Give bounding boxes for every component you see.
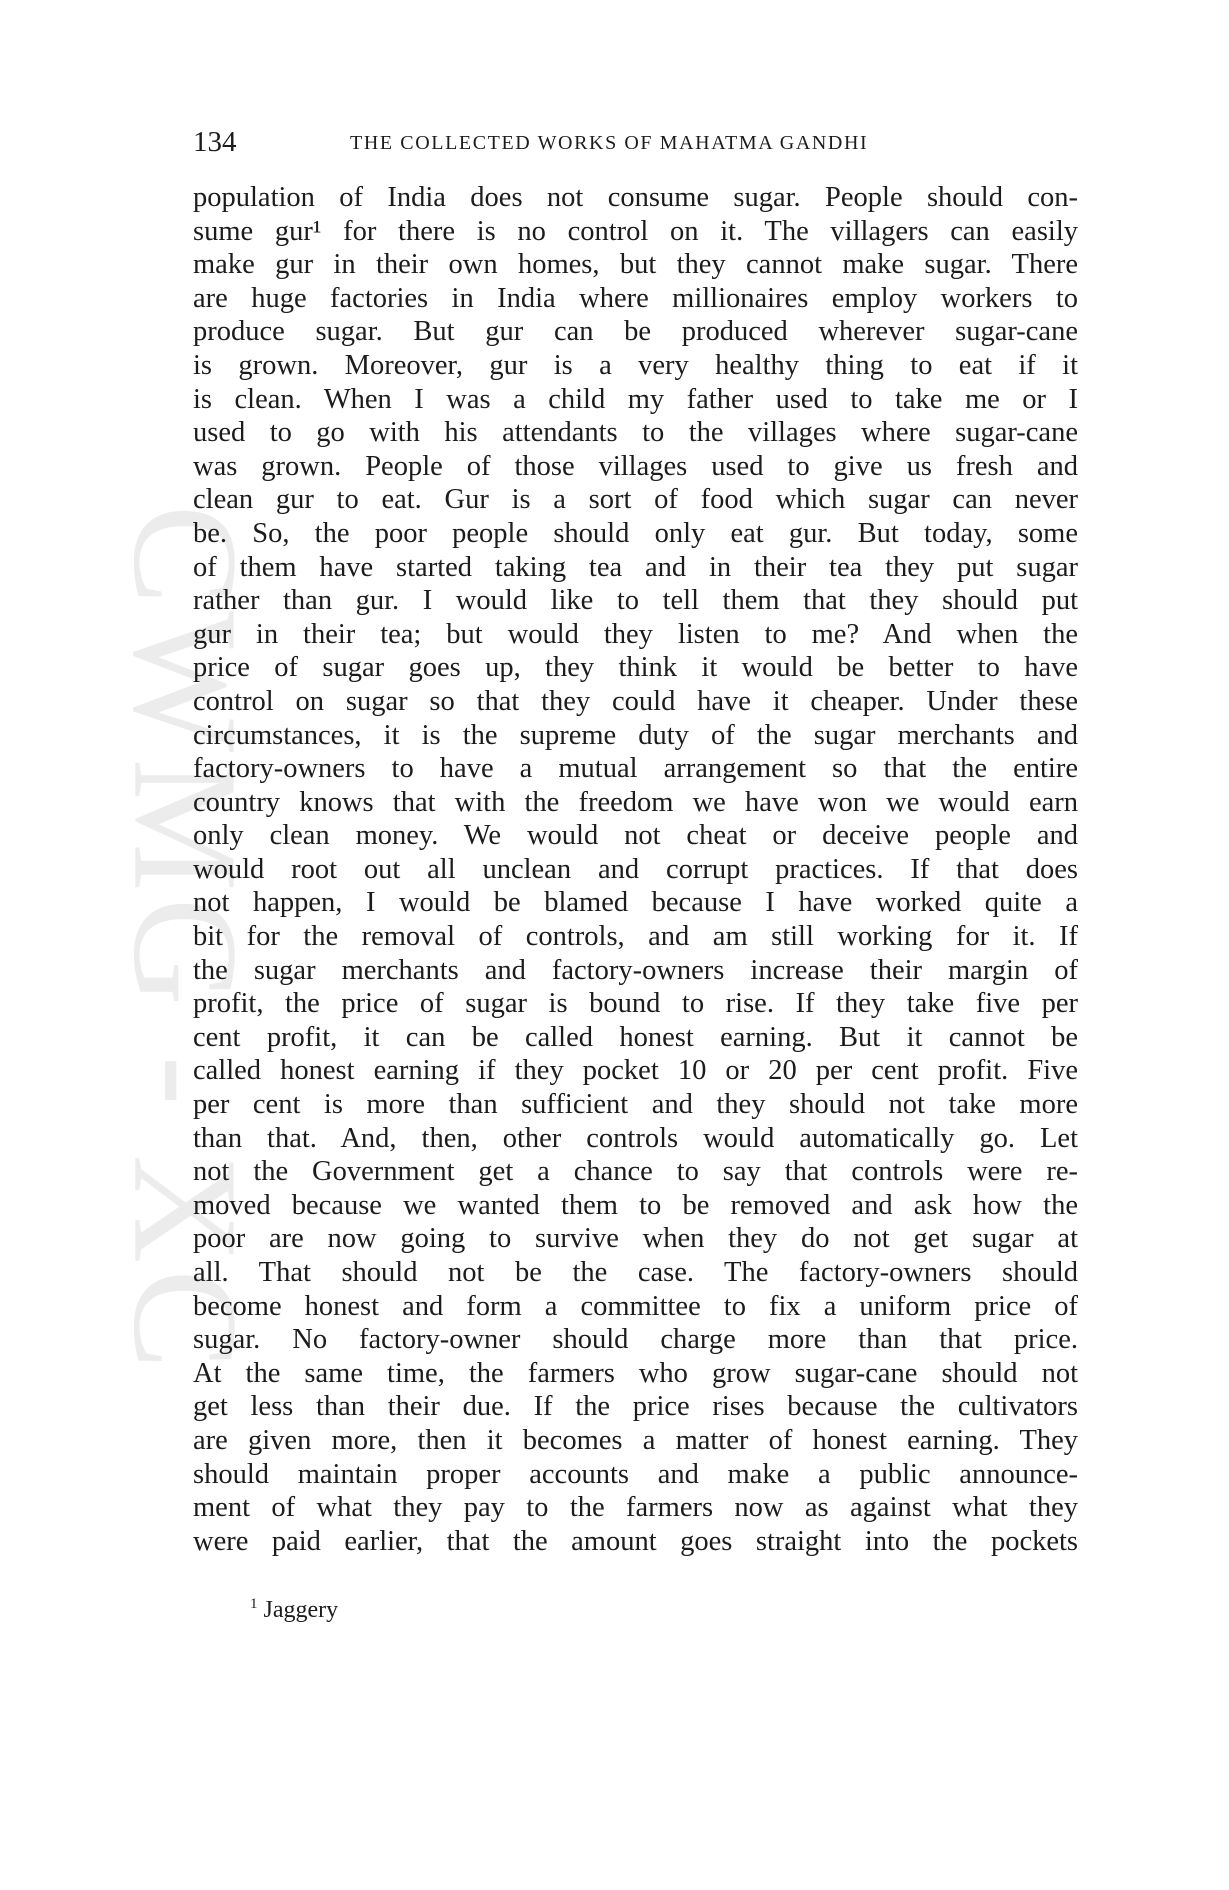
text-line: circumstances, it is the supreme duty of the sugar merchants and <box>193 719 1078 751</box>
text-line: used to go with his attendants to the villages where sugar-cane <box>193 417 1078 449</box>
text-line: clean gur to eat. Gur is a sort of food which sugar can never <box>193 484 1078 516</box>
text-line: moved because we wanted them to be removed and ask how the <box>193 1189 1078 1221</box>
text-line: ment of what they pay to the farmers now as against what they <box>193 1492 1078 1524</box>
text-line: At the same time, the farmers who grow sugar-cane should not <box>193 1357 1078 1389</box>
text-line: was grown. People of those villages used to give us fresh and <box>193 450 1078 482</box>
body-text <box>193 181 1078 1558</box>
text-line: not the Government get a chance to say that controls were re- <box>193 1156 1078 1188</box>
footnote-marker: 1 <box>250 1596 258 1612</box>
text-line: become honest and form a committee to fix a uniform price of <box>193 1290 1078 1322</box>
text-line: are given more, then it becomes a matter of honest earning. They <box>193 1424 1078 1456</box>
running-title: THE COLLECTED WORKS OF MAHATMA GANDHI <box>350 132 869 154</box>
text-line: bit for the removal of controls, and am still working for it. If <box>193 921 1078 953</box>
text-line: are huge factories in India where millionaires employ workers to <box>193 282 1078 314</box>
text-line: poor are now going to survive when they do not get sugar at <box>193 1223 1078 1255</box>
footnote <box>250 1596 338 1624</box>
text-line: gur in their tea; but would they listen to me? And when the <box>193 618 1078 650</box>
text-line: control on sugar so that they could have it cheaper. Under these <box>193 685 1078 717</box>
text-line: factory-owners to have a mutual arrangement so that the entire <box>193 753 1078 785</box>
text-line: country knows that with the freedom we have won we would earn <box>193 786 1078 818</box>
text-line: per cent is more than sufficient and they should not take more <box>193 1089 1078 1121</box>
text-line: population of India does not consume sugar. People should con- <box>193 182 1078 213</box>
text-line: should maintain proper accounts and make a public announce- <box>193 1458 1078 1490</box>
text-line: of them have started taking tea and in their tea they put sugar <box>193 551 1078 583</box>
text-line: sume gur¹ for there is no control on it. The villagers can easily <box>193 215 1078 247</box>
text-line: is clean. When I was a child my father used to take me or I <box>193 383 1078 415</box>
text-line: price of sugar goes up, they think it would be better to have <box>193 652 1078 684</box>
text-line: get less than their due. If the price rises because the cultivators <box>193 1391 1078 1423</box>
text-line: produce sugar. But gur can be produced wherever sugar-cane <box>193 316 1078 348</box>
text-line: not happen, I would be blamed because I have worked quite a <box>193 887 1078 919</box>
page-header <box>193 126 1078 166</box>
text-line: is grown. Moreover, gur is a very healthy thing to eat if it <box>193 349 1078 381</box>
text-line: only clean money. We would not cheat or deceive people and <box>193 820 1078 852</box>
text-line: cent profit, it can be called honest earning. But it cannot be <box>193 1021 1078 1053</box>
text-line: rather than gur. I would like to tell them that they should put <box>193 585 1078 617</box>
text-line: make gur in their own homes, but they cannot make sugar. There <box>193 249 1078 281</box>
text-line: would root out all unclean and corrupt practices. If that does <box>193 853 1078 885</box>
text-line: all. That should not be the case. The factory-owners should <box>193 1257 1078 1288</box>
text-line: profit, the price of sugar is bound to rise. If they take five per <box>193 988 1078 1020</box>
page-number: 134 <box>193 126 237 158</box>
text-line: than that. And, then, other controls would automatically go. Let <box>193 1122 1078 1154</box>
text-line: sugar. No factory-owner should charge more than that price. <box>193 1324 1078 1356</box>
text-line: called honest earning if they pocket 10 or 20 per cent profit. Five <box>193 1055 1078 1087</box>
text-line: be. So, the poor people should only eat gur. But today, some <box>193 517 1078 549</box>
watermark-text: CWMG - XC <box>102 504 268 1376</box>
footnote-text: Jaggery <box>263 1597 339 1623</box>
text-line: the sugar merchants and factory-owners increase their margin of <box>193 954 1078 986</box>
text-line: were paid earlier, that the amount goes straight into the pockets <box>193 1525 1078 1557</box>
